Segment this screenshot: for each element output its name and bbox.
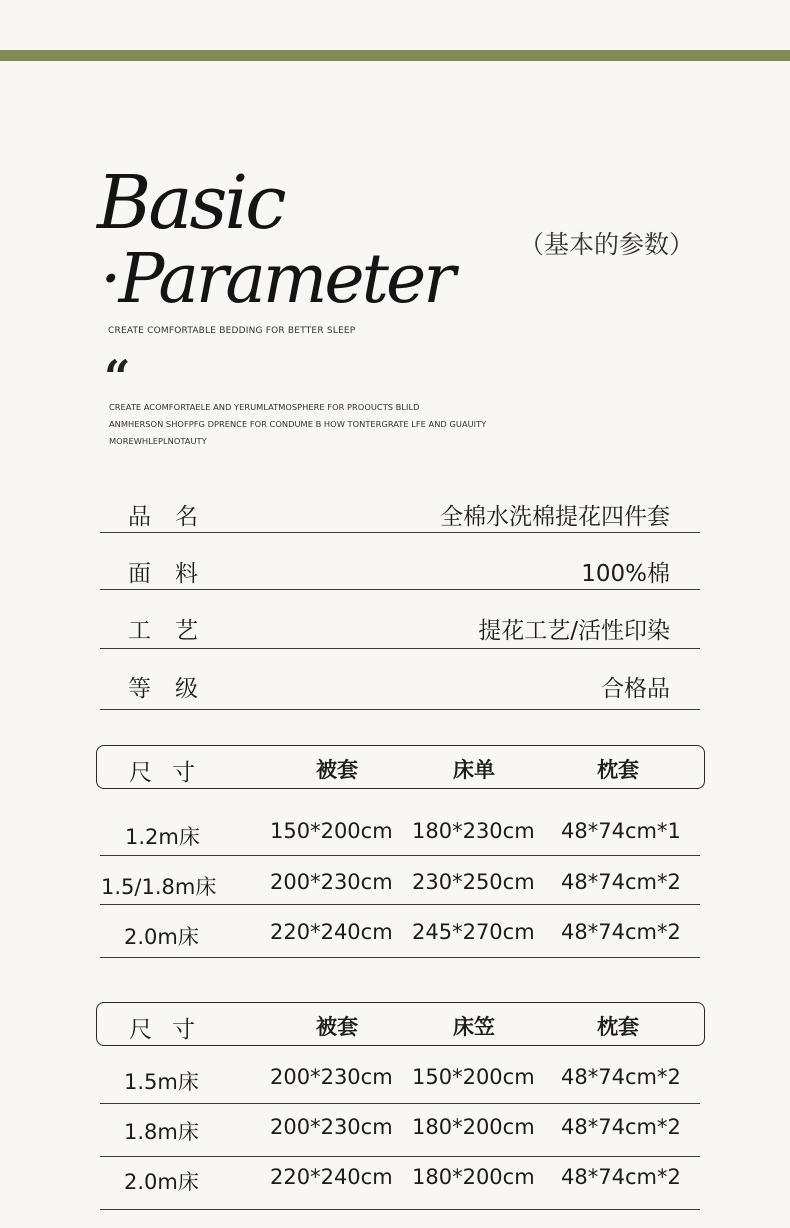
cell-pillowcase: 48*74cm*2: [561, 870, 681, 894]
title-basic: Basic: [97, 160, 284, 246]
cell-pillowcase: 48*74cm*2: [561, 1115, 681, 1139]
header-pillowcase: 枕套: [597, 758, 639, 782]
spec-value: 全棉水洗棉提花四件套: [440, 504, 670, 530]
intro-paragraph: [109, 399, 486, 450]
cell-duvet: 220*240cm: [270, 1165, 393, 1189]
header-pillowcase: 枕套: [597, 1015, 639, 1039]
cell-size: 1.5m床: [124, 1070, 199, 1094]
cell-pillowcase: 48*74cm*2: [561, 1065, 681, 1089]
cell-size: 1.5/1.8m床: [101, 875, 217, 899]
spec-label: 工艺: [128, 618, 222, 644]
header-duvet: 被套: [316, 758, 358, 782]
header-size: 尺寸: [129, 760, 215, 786]
cell-size: 2.0m床: [124, 1170, 199, 1194]
table-row: [100, 1104, 700, 1157]
spec-value: 100%棉: [581, 561, 670, 587]
cell-duvet: 200*230cm: [270, 1115, 393, 1139]
table-row: [100, 1052, 700, 1104]
paragraph-line: CREATE ACOMFORTAELE AND YERUMLATMOSPHERE FOR PROOUCTS BLILD: [109, 402, 420, 412]
header-size: 尺寸: [129, 1017, 215, 1043]
spec-value: 提花工艺/活性印染: [478, 618, 670, 644]
cell-size: 2.0m床: [124, 925, 199, 949]
spec-label: 品名: [128, 504, 222, 530]
cell-sheet: 230*250cm: [412, 870, 535, 894]
cell-fitted-sheet: 150*200cm: [412, 1065, 535, 1089]
spec-row-grade: [100, 662, 700, 710]
cell-duvet: 220*240cm: [270, 920, 393, 944]
top-accent-bar: [0, 50, 790, 61]
cell-fitted-sheet: 180*200cm: [412, 1165, 535, 1189]
cell-sheet: 245*270cm: [412, 920, 535, 944]
spec-row-craft: [100, 604, 700, 649]
table-row: [100, 905, 700, 958]
cell-duvet: 150*200cm: [270, 819, 393, 843]
spec-label: 等级: [128, 676, 222, 702]
cell-pillowcase: 48*74cm*2: [561, 1165, 681, 1189]
spec-label: 面料: [128, 561, 222, 587]
table-row: [100, 856, 700, 905]
quote-mark: “: [104, 350, 131, 404]
spec-row-name: [100, 490, 700, 533]
cell-pillowcase: 48*74cm*2: [561, 920, 681, 944]
title-parameter: ·Parameter: [100, 240, 453, 319]
cell-size: 1.2m床: [125, 825, 200, 849]
table2-header: [96, 1002, 705, 1046]
cell-pillowcase: 48*74cm*1: [561, 819, 681, 843]
table1-header: [96, 745, 705, 789]
cell-fitted-sheet: 180*200cm: [412, 1115, 535, 1139]
cell-duvet: 200*230cm: [270, 1065, 393, 1089]
tagline: CREATE COMFORTABLE BEDDING FOR BETTER SLEEP: [108, 326, 356, 336]
header-duvet: 被套: [316, 1015, 358, 1039]
table-row: [100, 808, 700, 856]
subtitle-chinese: （基本的参数）: [519, 230, 695, 259]
cell-sheet: 180*230cm: [412, 819, 535, 843]
cell-size: 1.8m床: [124, 1120, 199, 1144]
spec-value: 合格品: [601, 676, 670, 702]
spec-row-fabric: [100, 546, 700, 590]
cell-duvet: 200*230cm: [270, 870, 393, 894]
paragraph-line: MOREWHLEPLNOTAUTY: [109, 436, 207, 446]
header-fitted-sheet: 床笠: [453, 1015, 495, 1039]
table-row: [100, 1157, 700, 1210]
header-sheet: 床单: [453, 758, 495, 782]
paragraph-line: ANMHERSON SHOFPFG DPRENCE FOR CONDUME B HOW TONTERGRATE LFE AND GUAUITY: [109, 419, 487, 429]
